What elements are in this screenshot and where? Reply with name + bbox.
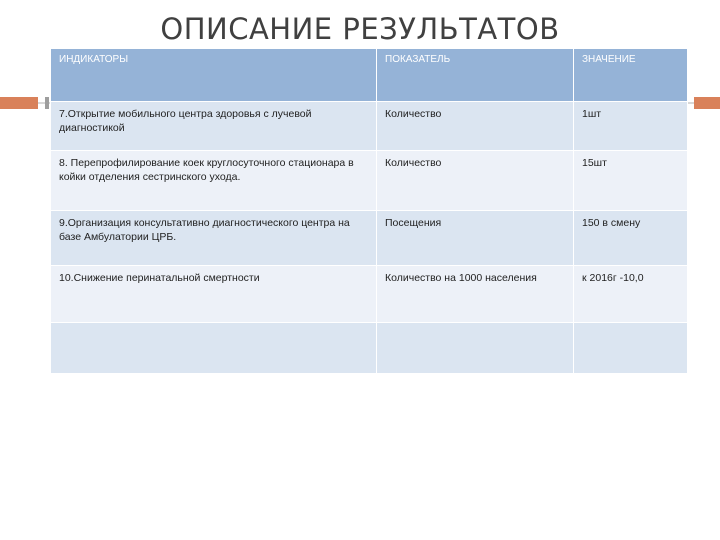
column-header-value: ЗНАЧЕНИЕ — [574, 49, 688, 102]
column-header-measure: ПОКАЗАТЕЛЬ — [377, 49, 574, 102]
measure-cell: Количество — [377, 151, 574, 211]
indicator-cell: 10.Снижение перинатальной смертности — [51, 266, 377, 323]
slide-title: ОПИСАНИЕ РЕЗУЛЬТАТОВ — [160, 12, 560, 46]
divider-tick — [45, 97, 49, 109]
table-header-row — [51, 49, 688, 102]
indicator-cell: 9.Организация консультативно диагностического центра на базе Амбулатории ЦРБ. — [51, 211, 377, 266]
measure-cell: Количество — [377, 102, 574, 151]
indicator-cell — [51, 323, 377, 374]
value-cell: 1шт — [574, 102, 688, 151]
value-cell — [574, 323, 688, 374]
measure-cell: Количество на 1000 населения — [377, 266, 574, 323]
table-row — [51, 151, 688, 211]
measure-cell — [377, 323, 574, 374]
indicator-cell: 7.Открытие мобильного центра здоровья с лучевой диагностикой — [51, 102, 377, 151]
table-row — [51, 323, 688, 374]
measure-cell: Посещения — [377, 211, 574, 266]
value-cell: 15шт — [574, 151, 688, 211]
accent-bar-right — [694, 97, 720, 109]
value-cell: к 2016г -10,0 — [574, 266, 688, 323]
indicator-cell: 8. Перепрофилирование коек круглосуточного стационара в койки отделения сестринского ухода. — [51, 151, 377, 211]
accent-bar-left — [0, 97, 38, 109]
table-row — [51, 211, 688, 266]
table-row — [51, 102, 688, 151]
value-cell: 150 в смену — [574, 211, 688, 266]
column-header-indicators: ИНДИКАТОРЫ — [51, 49, 377, 102]
table-row — [51, 266, 688, 323]
results-table — [50, 48, 688, 374]
